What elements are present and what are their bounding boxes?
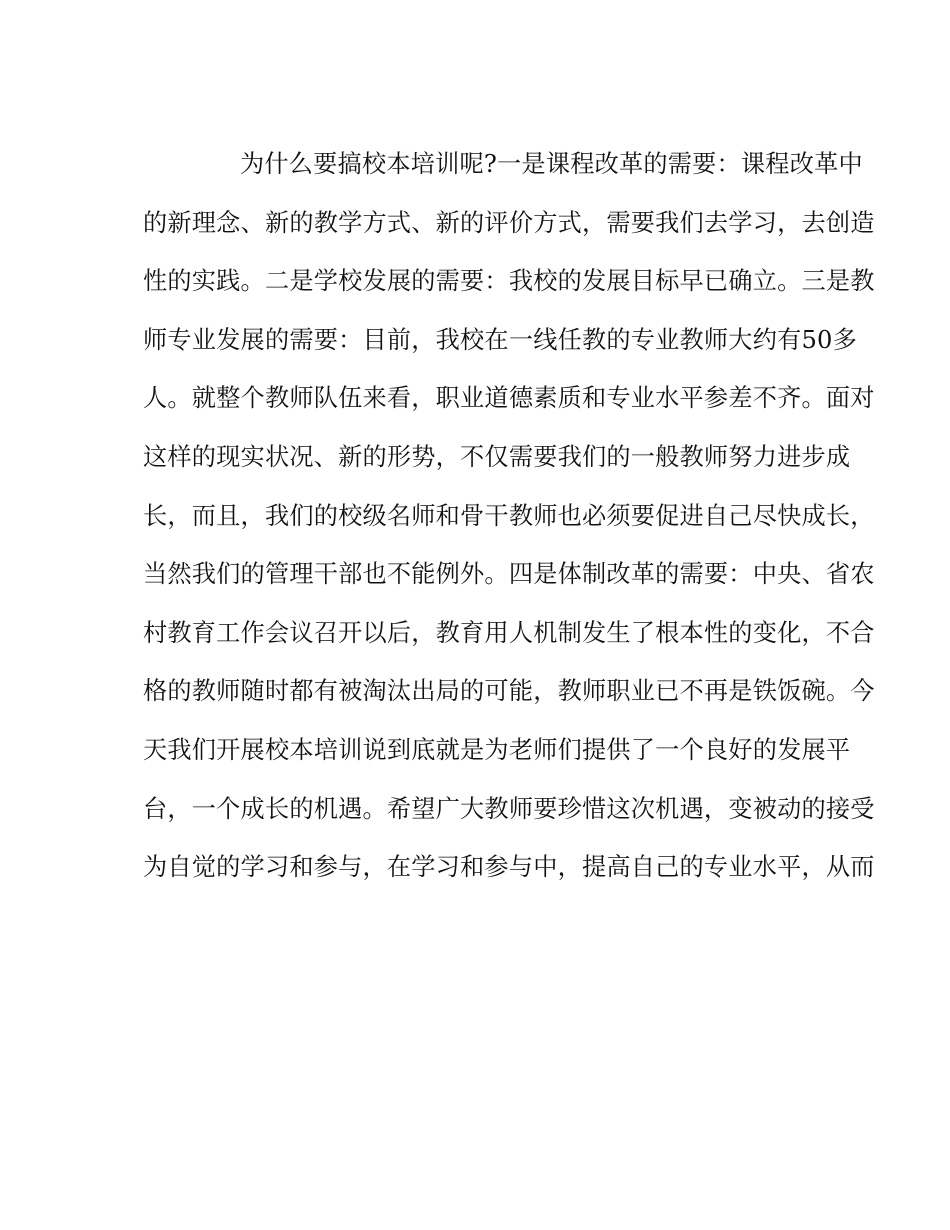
body-paragraph [143, 135, 875, 897]
paragraph-line: 格的教师随时都有被淘汰出局的可能，教师职业已不再是铁饭碗。今 [143, 677, 875, 706]
paragraph-line: 天我们开展校本培训说到底就是为老师们提供了一个良好的发展平 [143, 735, 851, 764]
paragraph-line: 当然我们的管理干部也不能例外。四是体制改革的需要：中央、省农 [143, 560, 875, 589]
paragraph-line: 的新理念、新的教学方式、新的评价方式，需要我们去学习，去创造 [143, 208, 875, 237]
paragraph-line: 师专业发展的需要：目前，我校在一线任教的专业教师大约有50多 [143, 325, 858, 354]
paragraph-line: 人。就整个教师队伍来看，职业道德素质和专业水平参差不齐。面对 [143, 384, 875, 413]
paragraph-line: 长，而且，我们的校级名师和骨干教师也必须要促进自己尽快成长， [143, 501, 875, 530]
paragraph-line: 台，一个成长的机遇。希望广大教师要珍惜这次机遇，变被动的接受 [143, 794, 875, 823]
paragraph-line: 性的实践。二是学校发展的需要：我校的发展目标早已确立。三是教 [143, 267, 875, 296]
paragraph-line: 为自觉的学习和参与，在学习和参与中，提高自己的专业水平，从而 [143, 853, 875, 882]
paragraph-line: 为什么要搞校本培训呢?一是课程改革的需要：课程改革中 [240, 150, 863, 178]
paragraph-line: 村教育工作会议召开以后，教育用人机制发生了根本性的变化，不合 [143, 618, 875, 647]
paragraph-line: 这样的现实状况、新的形势，不仅需要我们的一般教师努力进步成 [143, 442, 851, 471]
